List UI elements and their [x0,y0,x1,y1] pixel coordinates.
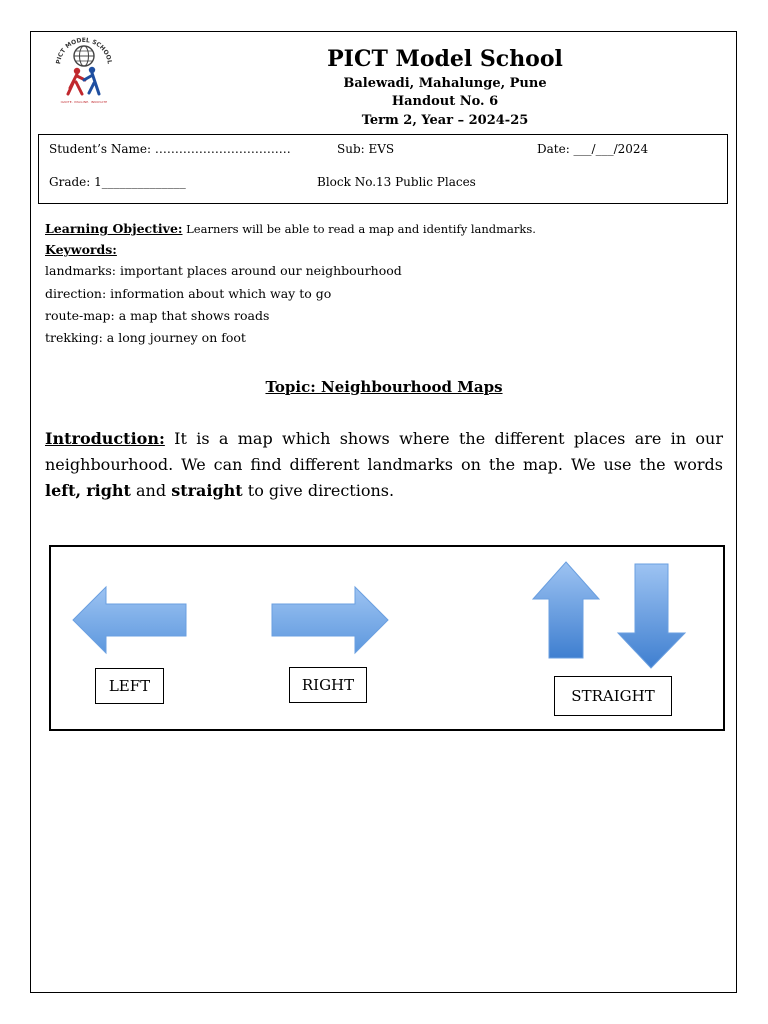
topic-heading: Topic: Neighbourhood Maps [265,378,503,396]
introduction-text: It is a map which shows where the different places are in our neighbourhood. We can find different landmarks on the map. We use the words [45,429,723,474]
school-name: PICT Model School [327,46,563,72]
school-logo [52,36,116,108]
grade-field: Grade: 1______________ [49,175,186,189]
right-label: RIGHT [289,667,367,703]
student-name-field: Student’s Name: ………………………….… [49,142,291,156]
logo-motto: IGNITE. IMAGINE. INNOVATE [60,100,108,104]
date-field: Date: ___/___/2024 [537,142,649,156]
directions-box [49,545,725,731]
introduction-text: and [130,481,172,500]
learning-objective-text: Learners will be able to read a map and identify landmarks. [182,222,536,236]
keyword-item: landmarks: important places around our neighbourhood [45,263,402,278]
logo-arc-text: PICT MODEL SCHOOL [55,36,113,65]
arrow-up-icon [533,562,599,658]
straight-label: STRAIGHT [554,676,672,716]
keyword-left: left, [45,481,82,500]
introduction-paragraph [45,426,723,504]
keyword-item: route-map: a map that shows roads [45,308,270,323]
learning-objective [45,221,536,236]
arrow-down-icon [618,564,685,668]
arrow-left-icon [73,587,186,653]
left-label: LEFT [95,668,164,704]
learning-objective-label: Learning Objective: [45,221,183,236]
keywords-heading: Keywords: [45,242,117,257]
school-address: Balewadi, Mahalunge, Pune [343,76,547,91]
block-field: Block No.13 Public Places [317,175,476,189]
introduction-label: Introduction: [45,429,165,448]
keyword-straight: straight [171,481,243,500]
student-info-box [38,134,728,204]
keyword-item: direction: information about which way to go [45,286,332,301]
keyword-right: right [86,481,131,500]
subject-field: Sub: EVS [337,142,395,156]
introduction-text: to give directions. [242,481,395,500]
arrow-right-icon [272,587,388,653]
handout-number: Handout No. 6 [391,94,499,109]
keyword-item: trekking: a long journey on foot [45,330,246,345]
term-year: Term 2, Year – 2024-25 [361,113,529,128]
